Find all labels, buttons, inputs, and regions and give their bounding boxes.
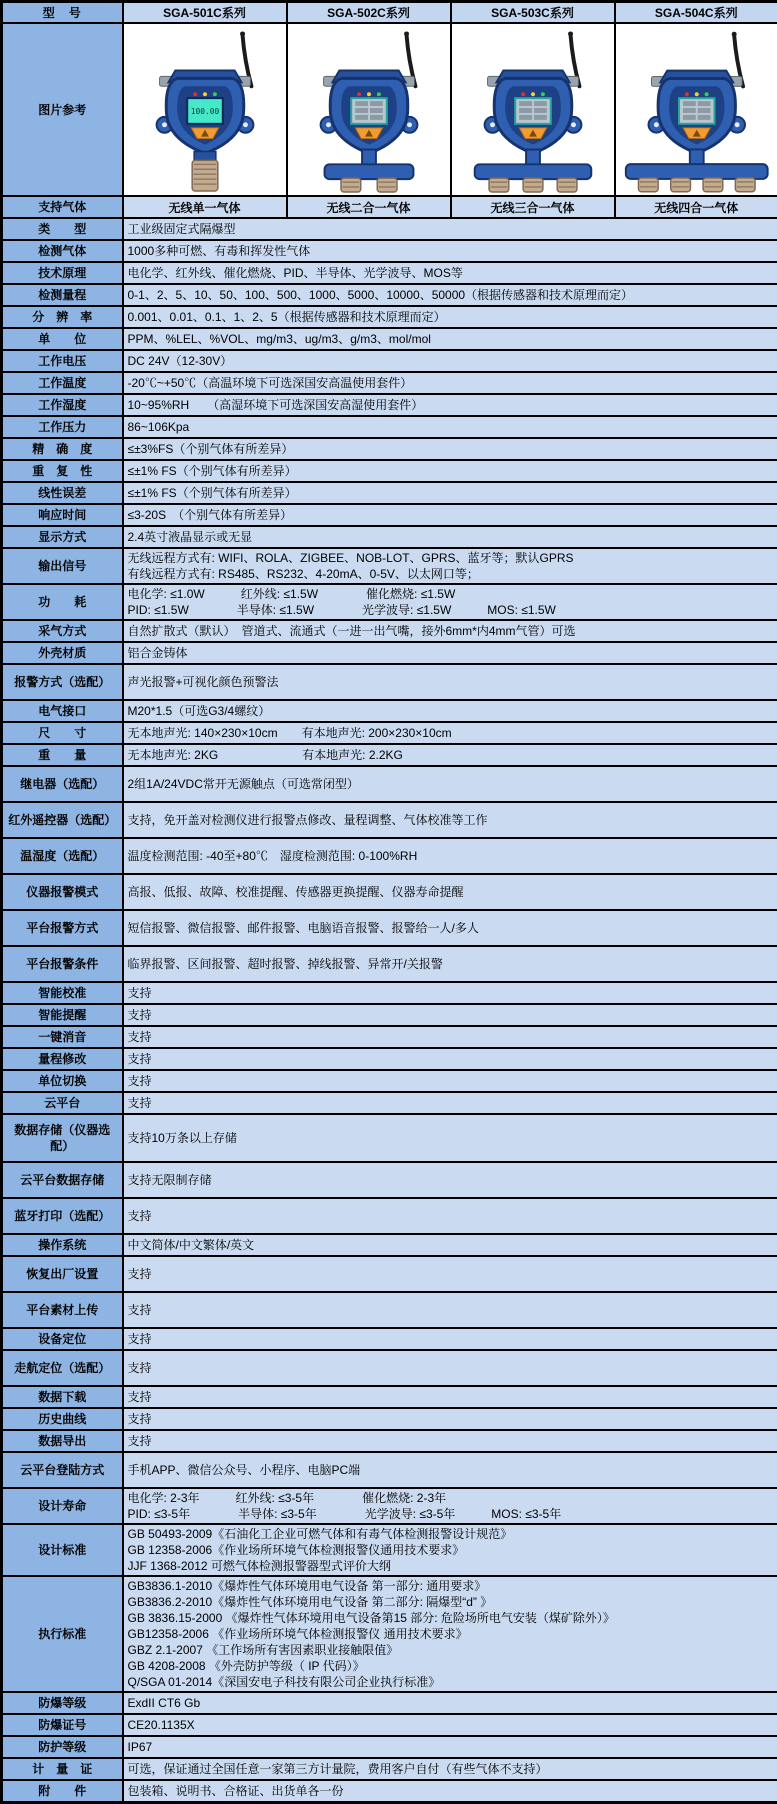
spec-value-line: DC 24V（12-30V） — [128, 353, 774, 369]
spec-value-line: 电化学: 2-3年 红外线: ≤3-5年 催化燃烧: 2-3年 — [128, 1490, 774, 1506]
spec-value — [123, 482, 777, 504]
spec-value — [123, 394, 777, 416]
spec-value-line: 支持 — [128, 1433, 774, 1449]
gas-detector-image-4 — [616, 24, 777, 195]
spec-row — [2, 218, 777, 240]
spec-value-line: GB12358-2006 《作业场所环境气体检测报警仪 通用技术要求》 — [128, 1626, 774, 1642]
spec-value — [123, 306, 777, 328]
spec-value-line: 支持无限制存储 — [128, 1172, 774, 1188]
spec-row — [2, 1524, 777, 1576]
spec-label: 设计标准 — [2, 1524, 123, 1576]
spec-row — [2, 1758, 777, 1780]
spec-value — [123, 416, 777, 438]
spec-value — [123, 1386, 777, 1408]
spec-label: 单 位 — [2, 328, 123, 350]
gas-detector-image-3 — [452, 24, 614, 195]
spec-value-line: 0-1、2、5、10、50、100、500、1000、5000、10000、50000（根据传感器和技术原理而定） — [128, 287, 774, 303]
spec-row — [2, 946, 777, 982]
spec-row — [2, 416, 777, 438]
spec-label: 量程修改 — [2, 1048, 123, 1070]
spec-row — [2, 1576, 777, 1692]
spec-row — [2, 722, 777, 744]
spec-value — [123, 620, 777, 642]
spec-label: 线性误差 — [2, 482, 123, 504]
spec-label: 单位切换 — [2, 1070, 123, 1092]
spec-label: 检测量程 — [2, 284, 123, 306]
spec-label: 附 件 — [2, 1780, 123, 1803]
spec-row — [2, 802, 777, 838]
spec-value-line: 工业级固定式隔爆型 — [128, 221, 774, 237]
spec-value-line: GB 3836.15-2000 《爆炸性气体环境用电气设备第15 部分: 危险场所电气安装（煤矿除外）》 — [128, 1610, 774, 1626]
spec-value-line: GBZ 2.1-2007 《工作场所有害因素职业接触限值》 — [128, 1642, 774, 1658]
spec-value — [123, 982, 777, 1004]
spec-label: 报警方式（选配） — [2, 664, 123, 700]
spec-label: 防护等级 — [2, 1736, 123, 1758]
spec-value — [123, 328, 777, 350]
spec-value — [123, 262, 777, 284]
spec-value — [123, 722, 777, 744]
spec-value-line: ≤3-20S （个别气体有所差异） — [128, 507, 774, 523]
spec-row — [2, 1408, 777, 1430]
spec-value-line: 支持 — [128, 1302, 774, 1318]
spec-label: 外壳材质 — [2, 642, 123, 664]
spec-value-line: 可选，保证通过全国任意一家第三方计量院，费用客户自付（有些气体不支持） — [128, 1761, 774, 1777]
model-header-sga-502c: SGA-502C系列 — [287, 2, 451, 24]
spec-value — [123, 664, 777, 700]
spec-value-line: 2组1A/24VDC常开无源触点（可选常闭型） — [128, 776, 774, 792]
spec-label: 智能提醒 — [2, 1004, 123, 1026]
model-header-label: 型 号 — [2, 2, 123, 24]
spec-value-line: 1000多种可燃、有毒和挥发性气体 — [128, 243, 774, 259]
spec-row — [2, 1350, 777, 1386]
spec-label: 设备定位 — [2, 1328, 123, 1350]
supported-gas-value: 无线单一气体 — [123, 196, 287, 218]
spec-value-line: 86~106Kpa — [128, 419, 774, 435]
spec-label: 数据导出 — [2, 1430, 123, 1452]
supported-gas-row — [2, 196, 777, 218]
spec-value-line: 0.001、0.01、0.1、1、2、5（根据传感器和技术原理而定） — [128, 309, 774, 325]
spec-row — [2, 460, 777, 482]
spec-label: 技术原理 — [2, 262, 123, 284]
spec-label: 操作系统 — [2, 1234, 123, 1256]
model-header-row — [2, 2, 777, 24]
spec-label: 智能校准 — [2, 982, 123, 1004]
spec-value — [123, 526, 777, 548]
spec-value — [123, 700, 777, 722]
spec-label: 数据下载 — [2, 1386, 123, 1408]
spec-value-line: 无本地声光: 2KG 有本地声光: 2.2KG — [128, 747, 774, 763]
spec-row — [2, 1386, 777, 1408]
spec-value-line: 包装箱、说明书、合格证、出货单各一份 — [128, 1783, 774, 1799]
spec-label: 精 确 度 — [2, 438, 123, 460]
image-reference-row — [2, 23, 777, 196]
supported-gas-value: 无线三合一气体 — [451, 196, 615, 218]
spec-value-line: 铝合金铸体 — [128, 645, 774, 661]
spec-label: 云平台登陆方式 — [2, 1452, 123, 1488]
spec-value — [123, 766, 777, 802]
spec-value-line: 10~95%RH （高湿环境下可选深国安高湿使用套件） — [128, 397, 774, 413]
spec-row — [2, 1780, 777, 1803]
spec-value-line: 电化学、红外线、催化燃烧、PID、半导体、光学波导、MOS等 — [128, 265, 774, 281]
spec-value-line: JJF 1368-2012 可燃气体检测报警器型式评价大纲 — [128, 1558, 774, 1574]
spec-row — [2, 642, 777, 664]
spec-value-line: 无线远程方式有: WIFI、ROLA、ZIGBEE、NOB-LOT、GPRS、蓝牙等；默认GPRS — [128, 550, 774, 566]
spec-row — [2, 350, 777, 372]
spec-value-line: 支持 — [128, 985, 774, 1001]
spec-label: 电气接口 — [2, 700, 123, 722]
spec-value — [123, 1408, 777, 1430]
spec-value-line: GB 12358-2006《作业场所环境气体检测报警仪通用技术要求》 — [128, 1542, 774, 1558]
spec-value — [123, 1092, 777, 1114]
spec-label: 工作压力 — [2, 416, 123, 438]
spec-value — [123, 1328, 777, 1350]
spec-label: 采气方式 — [2, 620, 123, 642]
spec-value — [123, 1256, 777, 1292]
spec-value — [123, 460, 777, 482]
spec-value — [123, 1430, 777, 1452]
supported-gas-label: 支持气体 — [2, 196, 123, 218]
spec-row — [2, 766, 777, 802]
spec-value-line: 支持10万条以上存储 — [128, 1130, 774, 1146]
spec-row — [2, 548, 777, 584]
spec-value-line: IP67 — [128, 1739, 774, 1755]
spec-label: 云平台 — [2, 1092, 123, 1114]
spec-value-line: 自然扩散式（默认） 管道式、流通式（一进一出气嘴，接外6mm*内4mm气管）可选 — [128, 623, 774, 639]
spec-label: 继电器（选配） — [2, 766, 123, 802]
spec-value-line: 声光报警+可视化颜色预警法 — [128, 674, 774, 690]
spec-row — [2, 1162, 777, 1198]
spec-value-line: 中文简体/中文繁体/英文 — [128, 1237, 774, 1253]
spec-value — [123, 1162, 777, 1198]
spec-value — [123, 1524, 777, 1576]
spec-row — [2, 1198, 777, 1234]
spec-row — [2, 1070, 777, 1092]
spec-label: 执行标准 — [2, 1576, 123, 1692]
spec-label: 一键消音 — [2, 1026, 123, 1048]
spec-row — [2, 584, 777, 620]
spec-value — [123, 1452, 777, 1488]
spec-value-line: 支持 — [128, 1331, 774, 1347]
spec-value-line: 临界报警、区间报警、超时报警、掉线报警、异常开/关报警 — [128, 956, 774, 972]
spec-row — [2, 874, 777, 910]
model-header-sga-501c: SGA-501C系列 — [123, 2, 287, 24]
spec-label: 工作温度 — [2, 372, 123, 394]
spec-row — [2, 744, 777, 766]
spec-label: 防爆证号 — [2, 1714, 123, 1736]
spec-value — [123, 438, 777, 460]
spec-label: 仪器报警模式 — [2, 874, 123, 910]
spec-label: 云平台数据存储 — [2, 1162, 123, 1198]
device-image-cell — [123, 23, 287, 196]
spec-value — [123, 548, 777, 584]
spec-value-line: 无本地声光: 140×230×10cm 有本地声光: 200×230×10cm — [128, 725, 774, 741]
device-image-cell — [287, 23, 451, 196]
spec-value — [123, 1714, 777, 1736]
spec-row — [2, 1114, 777, 1162]
spec-label: 蓝牙打印（选配） — [2, 1198, 123, 1234]
spec-value — [123, 1070, 777, 1092]
spec-value-line: PID: ≤1.5W 半导体: ≤1.5W 光学波导: ≤1.5W MOS: ≤1.5W — [128, 602, 774, 618]
spec-value-line: 电化学: ≤1.0W 红外线: ≤1.5W 催化燃烧: ≤1.5W — [128, 586, 774, 602]
spec-row — [2, 1234, 777, 1256]
spec-row — [2, 306, 777, 328]
spec-label: 历史曲线 — [2, 1408, 123, 1430]
spec-label: 红外遥控器（选配） — [2, 802, 123, 838]
spec-value-line: 支持 — [128, 1051, 774, 1067]
spec-value-line: PID: ≤3-5年 半导体: ≤3-5年 光学波导: ≤3-5年 MOS: ≤3-5年 — [128, 1506, 774, 1522]
spec-value-line: GB3836.1-2010《爆炸性气体环境用电气设备 第一部分: 通用要求》 — [128, 1578, 774, 1594]
spec-row — [2, 1452, 777, 1488]
spec-value — [123, 838, 777, 874]
gas-detector-image-2 — [288, 24, 450, 195]
spec-value-line: 支持 — [128, 1389, 774, 1405]
spec-row — [2, 1026, 777, 1048]
spec-value — [123, 874, 777, 910]
spec-value-line: ExdII CT6 Gb — [128, 1695, 774, 1711]
spec-value — [123, 1350, 777, 1386]
spec-value-line: 支持 — [128, 1411, 774, 1427]
spec-row — [2, 504, 777, 526]
spec-value-line: 支持 — [128, 1208, 774, 1224]
spec-label: 检测气体 — [2, 240, 123, 262]
spec-value — [123, 1292, 777, 1328]
spec-value-line: 支持 — [128, 1095, 774, 1111]
spec-value — [123, 1758, 777, 1780]
spec-value — [123, 1576, 777, 1692]
spec-row — [2, 700, 777, 722]
spec-label: 重 复 性 — [2, 460, 123, 482]
spec-label: 防爆等级 — [2, 1692, 123, 1714]
spec-row — [2, 394, 777, 416]
spec-value-line: CE20.1135X — [128, 1717, 774, 1733]
spec-row — [2, 372, 777, 394]
gas-detector-image-1 — [124, 24, 286, 195]
spec-value-line: ≤±1% FS（个别气体有所差异） — [128, 485, 774, 501]
spec-value — [123, 910, 777, 946]
spec-row — [2, 1256, 777, 1292]
spec-value-line: 高报、低报、故障、校准提醒、传感器更换提醒、仪器寿命提醒 — [128, 884, 774, 900]
spec-row — [2, 482, 777, 504]
spec-label: 平台报警条件 — [2, 946, 123, 982]
supported-gas-value: 无线四合一气体 — [615, 196, 777, 218]
spec-value-line: GB3836.2-2010《爆炸性气体环境用电气设备 第二部分: 隔爆型“d” 》 — [128, 1594, 774, 1610]
spec-value-line: PPM、%LEL、%VOL、mg/m3、ug/m3、g/m3、mol/mol — [128, 331, 774, 347]
spec-row — [2, 664, 777, 700]
spec-row — [2, 1488, 777, 1524]
device-image-cell — [451, 23, 615, 196]
spec-value-line: ≤±3%FS（个别气体有所差异） — [128, 441, 774, 457]
spec-value — [123, 1488, 777, 1524]
image-reference-label: 图片参考 — [2, 23, 123, 196]
spec-row — [2, 620, 777, 642]
spec-label: 功 耗 — [2, 584, 123, 620]
spec-row — [2, 1328, 777, 1350]
spec-label: 温湿度（选配） — [2, 838, 123, 874]
spec-row — [2, 1714, 777, 1736]
device-image-cell — [615, 23, 777, 196]
spec-row — [2, 838, 777, 874]
spec-value — [123, 744, 777, 766]
spec-value-line: 支持，免开盖对检测仪进行报警点修改、量程调整、气体校准等工作 — [128, 812, 774, 828]
spec-label: 工作湿度 — [2, 394, 123, 416]
spec-value — [123, 1004, 777, 1026]
spec-value — [123, 1234, 777, 1256]
model-header-sga-503c: SGA-503C系列 — [451, 2, 615, 24]
spec-row — [2, 982, 777, 1004]
spec-row — [2, 1736, 777, 1758]
spec-value — [123, 1692, 777, 1714]
spec-row — [2, 438, 777, 460]
spec-label: 分 辨 率 — [2, 306, 123, 328]
spec-value-line: GB 4208-2008 《外壳防护等级（ IP 代码）》 — [128, 1658, 774, 1674]
spec-value-line: -20℃~+50℃（高温环境下可选深国安高温使用套件） — [128, 375, 774, 391]
spec-row — [2, 1692, 777, 1714]
spec-label: 数据存储（仪器选配） — [2, 1114, 123, 1162]
spec-value-line: M20*1.5（可选G3/4螺纹） — [128, 703, 774, 719]
spec-value — [123, 284, 777, 306]
spec-value-line: 温度检测范围: -40至+80℃ 湿度检测范围: 0-100%RH — [128, 848, 774, 864]
spec-row — [2, 1092, 777, 1114]
spec-value-line: 有线远程方式有: RS485、RS232、4-20mA、0-5V、以太网口等； — [128, 566, 774, 582]
spec-label: 走航定位（选配） — [2, 1350, 123, 1386]
spec-value-line: 支持 — [128, 1029, 774, 1045]
spec-value-line: 手机APP、微信公众号、小程序、电脑PC端 — [128, 1462, 774, 1478]
spec-label: 平台报警方式 — [2, 910, 123, 946]
spec-value-line: GB 50493-2009《石油化工企业可燃气体和有毒气体检测报警设计规范》 — [128, 1526, 774, 1542]
spec-row — [2, 240, 777, 262]
spec-label: 计 量 证 — [2, 1758, 123, 1780]
spec-value-line: 支持 — [128, 1073, 774, 1089]
spec-row — [2, 262, 777, 284]
spec-value — [123, 1048, 777, 1070]
spec-row — [2, 284, 777, 306]
spec-value-line: 支持 — [128, 1007, 774, 1023]
spec-label: 显示方式 — [2, 526, 123, 548]
spec-value — [123, 504, 777, 526]
spec-value — [123, 1780, 777, 1803]
spec-value-line: 短信报警、微信报警、邮件报警、电脑语音报警、报警给一人/多人 — [128, 920, 774, 936]
spec-value — [123, 642, 777, 664]
spec-row — [2, 910, 777, 946]
svg-text:100.00: 100.00 — [190, 107, 219, 116]
spec-value — [123, 584, 777, 620]
spec-value — [123, 1736, 777, 1758]
spec-row — [2, 1292, 777, 1328]
spec-value-line: Q/SGA 01-2014《深国安电子科技有限公司企业执行标准》 — [128, 1674, 774, 1690]
spec-label: 类 型 — [2, 218, 123, 240]
spec-value-line: 支持 — [128, 1266, 774, 1282]
spec-label: 重 量 — [2, 744, 123, 766]
spec-value — [123, 1114, 777, 1162]
spec-value — [123, 372, 777, 394]
spec-label: 恢复出厂设置 — [2, 1256, 123, 1292]
spec-row — [2, 1430, 777, 1452]
spec-value — [123, 802, 777, 838]
model-header-sga-504c: SGA-504C系列 — [615, 2, 777, 24]
spec-value-line: 支持 — [128, 1360, 774, 1376]
spec-value-line: 2.4英寸液晶显示或无显 — [128, 529, 774, 545]
spec-value-line: ≤±1% FS（个别气体有所差异） — [128, 463, 774, 479]
spec-row — [2, 1048, 777, 1070]
spec-label: 平台素材上传 — [2, 1292, 123, 1328]
spec-value — [123, 1198, 777, 1234]
spec-row — [2, 526, 777, 548]
spec-value — [123, 1026, 777, 1048]
spec-label: 尺 寸 — [2, 722, 123, 744]
spec-label: 响应时间 — [2, 504, 123, 526]
spec-value — [123, 218, 777, 240]
spec-row — [2, 1004, 777, 1026]
spec-row — [2, 328, 777, 350]
supported-gas-value: 无线二合一气体 — [287, 196, 451, 218]
spec-label: 工作电压 — [2, 350, 123, 372]
spec-value — [123, 946, 777, 982]
spec-value — [123, 240, 777, 262]
spec-label: 设计寿命 — [2, 1488, 123, 1524]
spec-label: 输出信号 — [2, 548, 123, 584]
spec-value — [123, 350, 777, 372]
